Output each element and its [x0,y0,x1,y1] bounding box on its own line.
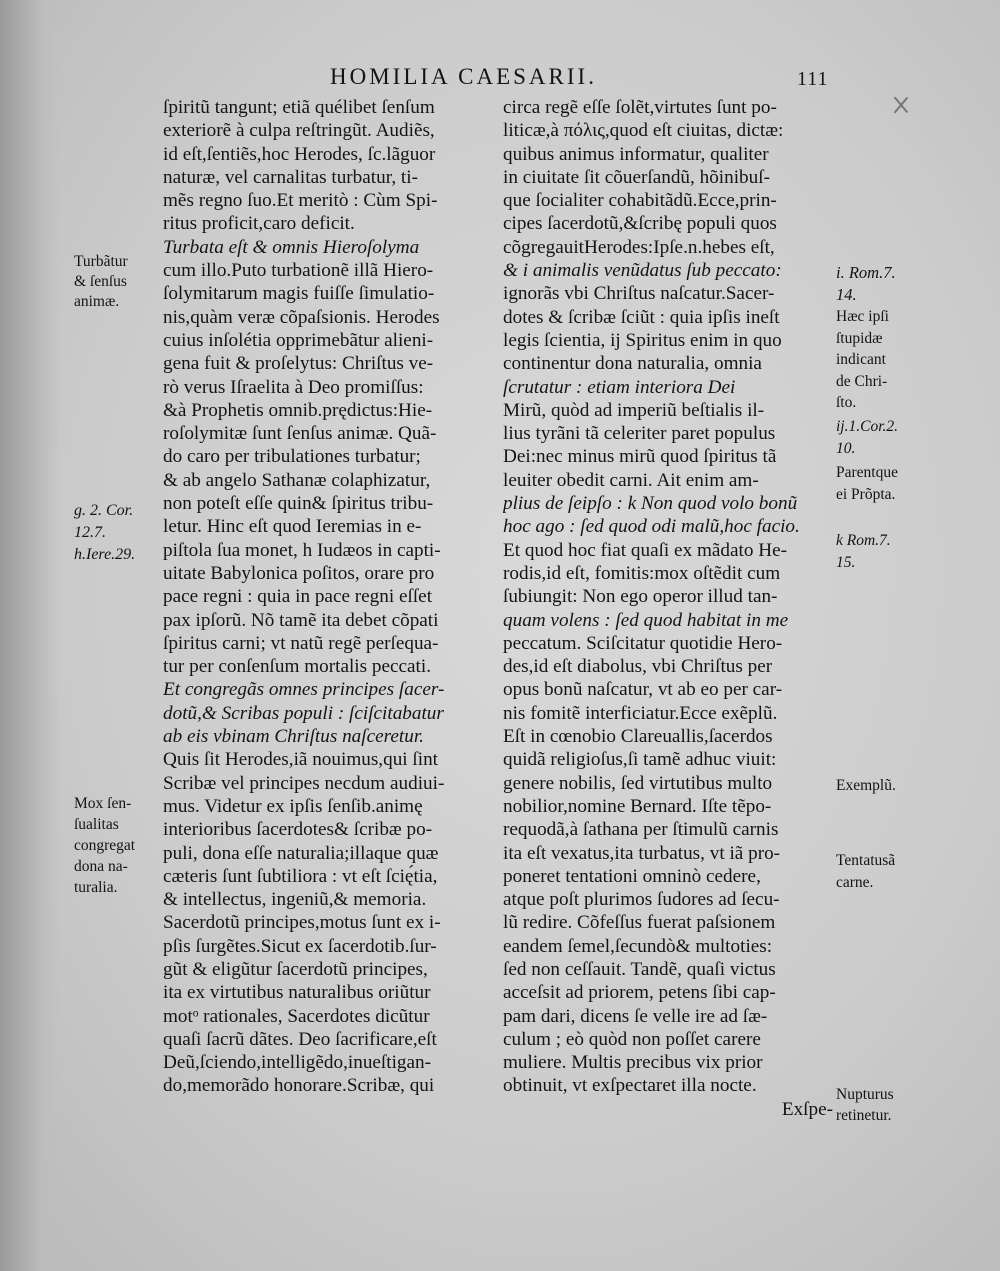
margin-line: de Chri- [836,372,888,390]
text-line: lius tyrãni tã celeriter paret populus [503,423,776,445]
running-head: HOMILIA CAESARII. [330,64,597,89]
text-line: atque poſt plurimos ſudores ad ſecu- [503,889,780,911]
margin-line: retinetur. [836,1107,892,1124]
text-line: Dei:nec minus mirũ quod ſpiritus tã [503,446,777,468]
text-line: Eſt in cœnobio Clareuallis,ſacerdos [503,726,773,748]
text-column-left [163,96,488,1098]
text-line: do caro per tribulationes turbatur; [163,446,421,468]
margin-line: carne. [836,874,874,891]
text-line: Quis ſit Herodes,iã nouimus,qui ſint [163,749,439,771]
margin-note-mox [74,793,135,898]
text-line: requodã,à ſathana per ſtimulũ carnis [503,819,779,841]
margin-line: dona na- [74,858,128,875]
text-line: ignorãs vbi Chriſtus naſcatur.Sacer- [503,283,775,305]
text-line: ſubiungit: Non ego operor illud tan- [503,586,778,608]
text-line: ſpiritus carni; vt natũ regẽ perſequa- [163,632,439,654]
text-line: quibus animus informatur, qualiter [503,143,769,165]
text-line: opus bonũ naſcatur, vt ab eo per car- [503,679,783,701]
text-line: rodis,id eſt, fomitis:mox oſtẽdit cum [503,562,781,584]
margin-note-turbatur [74,252,128,312]
margin-line: turalia. [74,879,118,896]
text-line: non poteſt eſſe quin& ſpiritus tribu- [163,493,434,515]
text-line: poneret tentationi omninò cedere, [503,865,761,887]
text-line: rò verus Iſraelita à Deo promiſſus: [163,376,424,398]
text-line: leuiter obedit carni. Ait enim am- [503,469,759,491]
margin-line: Parentque [836,464,898,481]
text-line: ſcrutatur : etiam interiora Dei [503,376,736,398]
text-line: acceſsit ad priorem, petens ſibi cap- [503,982,776,1004]
text-line: ſolymitarum magis fuiſſe ſimulatio- [163,283,435,305]
text-line: ſpiritũ tangunt; etiã quélibet ſenſum [163,97,435,118]
text-line: ritus proficit,caro deficit. [163,213,355,235]
margin-line: 15. [836,554,856,571]
text-line: eandem ſemel,ſecundò& multoties: [503,935,773,957]
folio-number: 111 [797,68,829,90]
catchword: Exſpe- [781,1098,833,1120]
text-line: pace regni : quia in pace regni eſſet [163,586,433,608]
margin-line: Tentatusã [836,852,896,869]
text-line: cõgregauitHerodes:Ipſe.n.hebes eſt, [503,236,775,258]
text-line: interioribus ſacerdotes& ſcribæ po- [163,819,433,841]
margin-line: 14. [836,285,857,304]
margin-line: 10. [836,440,856,457]
text-line: legis ſcientia, ij Spiritus enim in quo [503,329,782,351]
text-line: quaſi ſacrũ dãtes. Deo ſacrificare,eſt [163,1028,437,1050]
margin-line: congregat [74,837,136,854]
margin-line: Turbãtur [74,253,128,270]
text-line: que ſocialiter cohabitãdũ.Ecce,prin- [503,190,777,212]
margin-note-nupturus [836,1084,894,1126]
margin-note-haec [836,306,889,414]
text-line: ſed non ceſſauit. Tandẽ, quaſi victus [503,958,776,980]
text-line: cæteris ſunt ſubtiliora : vt eſt ſcię́tia, [163,865,438,887]
text-line: piſtola ſua monet, h Iudæos in capti- [163,539,441,561]
text-line: letur. Hinc eſt quod Ieremias in e- [163,516,422,538]
page-gutter-shadow [0,0,60,1271]
text-line: dotes & ſcribæ ſciũt : quia ipſis ineſt [503,306,780,328]
text-line: nobilior,nomine Bernard. Iſte tẽpo- [503,795,772,817]
text-line: hoc ago : ſed quod odi malũ,hoc facio. [503,516,800,538]
text-line: quam volens : ſed quod habitat in me [503,609,789,631]
text-line: id eſt,ſentiẽs,hoc Herodes, ſc.lãguor [163,143,436,165]
margin-line: Exemplũ. [836,777,896,794]
text-line: plius de ſeipſo : k Non quod volo bonũ [503,493,798,515]
text-line: & ab angelo Sathanæ colaphizatur, [163,469,431,491]
margin-line: ſtupidæ [836,329,883,347]
text-line: muliere. Multis precibus vix prior [503,1052,763,1074]
text-line: pax ipſorũ. Nõ tamẽ ita debet cõpati [163,609,439,631]
margin-line: indicant [836,351,886,368]
margin-line: 12.7. [74,524,106,541]
text-line: liticæ,à πόλις,quod eſt ciuitas, dictæ: [503,120,784,142]
text-line: gũt & eligũtur ſacerdotũ principes, [163,958,428,980]
margin-note-rom7 [836,262,896,306]
pencil-x-mark-icon [893,97,909,113]
text-line: circa regẽ eſſe ſolẽt,virtutes ſunt po- [503,97,777,118]
text-line: ita eſt vexatus,ita turbatus, vt iã pro- [503,842,781,864]
text-line: motᵒ rationales, Sacerdotes dicũtur [163,1005,430,1027]
text-line: Deũ,ſciendo,intelligẽdo,inueſtigan- [163,1052,432,1074]
text-line: dotũ,& Scribas populi : ſciſcitabatur [163,702,444,724]
text-line: obtinuit, vt exſpectaret illa nocte. [503,1075,757,1097]
margin-note-cor-iere [74,500,135,566]
text-line: mẽs regno ſuo.Et meritò : Cùm Spi- [163,190,438,212]
text-line: gena fuit & proſelytus: Chriſtus ve- [163,353,434,375]
margin-line: ij.1.Cor.2. [836,418,899,435]
text-line: puli, dona eſſe naturalia;illaque quæ [163,842,439,864]
text-line: tur per conſenſum mortalis peccati. [163,656,431,678]
text-line: mus. Videtur ex ipſis ſenſib.animę [163,795,423,817]
margin-note-cor2 [836,416,898,460]
text-line: cipes ſacerdotũ,&ſcribę populi quos [503,213,777,235]
text-line: nis,quàm veræ cõpaſsionis. Herodes [163,306,440,328]
margin-note-tentatus [836,850,895,894]
text-line: Et quod hoc fiat quaſi ex mãdato He- [503,539,787,561]
margin-line: g. 2. Cor. [74,502,134,519]
margin-line: ei Prõpta. [836,486,896,503]
margin-line: ſto. [836,394,857,411]
text-line: culum ; eò quòd non poſſet carere [503,1028,761,1050]
text-line: des,id eſt diabolus, vbi Chriſtus per [503,656,773,678]
text-line: pſis ſurgẽtes.Sicut ex ſacerdotib.ſur- [163,935,437,957]
text-line: naturæ, vel carnalitas turbatur, ti- [163,166,418,188]
text-line: Mirũ, quòd ad imperiũ beſtialis il- [503,399,765,421]
text-line: roſolymitæ ſunt ſenſus animæ. Quã- [163,423,437,445]
text-line: Scribæ vel principes necdum audiui- [163,772,445,794]
text-line: ita ex virtutibus naturalibus oriũtur [163,982,431,1004]
text-line: do,memorãdo honorare.Scribæ, qui [163,1075,435,1097]
text-line: uitate Babylonica poſitos, orare pro [163,562,435,584]
margin-line: h.Iere.29. [74,546,136,563]
text-line: exteriorẽ à culpa reſtringũt. Audiẽs, [163,120,435,142]
text-line: &à Prophetis omnib.prędictus:Hie- [163,399,433,421]
margin-line: Mox ſen- [74,795,132,812]
text-line: Turbata eſt & omnis Hieroſolyma [163,236,420,258]
text-line: lũ redire. Cõfeſſus fuerat paſsionem [503,912,776,934]
text-line: nis fomitẽ interficiatur.Ecce exẽplũ. [503,702,778,724]
text-line: Sacerdotũ principes,motus ſunt ex i- [163,912,441,934]
margin-line: animæ. [74,293,120,310]
text-line: in ciuitate ſit cõuerſandũ, hõinibuſ- [503,166,770,188]
text-line: quidã religioſus,ſi tamẽ adhuc viuit: [503,749,777,771]
margin-note-rom7-15 [836,530,891,574]
margin-line: Hæc ipſi [836,308,889,325]
text-line: cum illo.Puto turbationẽ illã Hiero- [163,260,434,282]
text-line: cuius inſolétia opprimebãtur alieni- [163,329,434,351]
margin-line: k Rom.7. [836,532,891,549]
margin-line: Nupturus [836,1086,894,1103]
text-column-right [503,96,833,1121]
text-line: pam dari, dicens ſe velle ire ad ſæ- [503,1005,768,1027]
text-line: Et congregãs omnes principes ſacer- [163,679,445,701]
text-line: & i animalis venũdatus ſub peccato: [503,260,782,282]
text-line: & intellectus, ingeniũ,& memoria. [163,889,427,911]
margin-note-exemplu [836,776,896,796]
margin-line: ſualitas [74,816,119,833]
text-line: ab eis vbinam Chriſtus naſceretur. [163,726,424,748]
text-line: genere nobilis, ſed virtutibus multo [503,772,773,794]
text-line: peccatum. Sciſcitatur quotidie Hero- [503,632,783,654]
margin-note-parent [836,462,898,506]
text-line: continentur dona naturalia, omnia [503,353,762,375]
margin-line: & ſenſus [74,273,127,290]
margin-line: i. Rom.7. [836,263,896,282]
